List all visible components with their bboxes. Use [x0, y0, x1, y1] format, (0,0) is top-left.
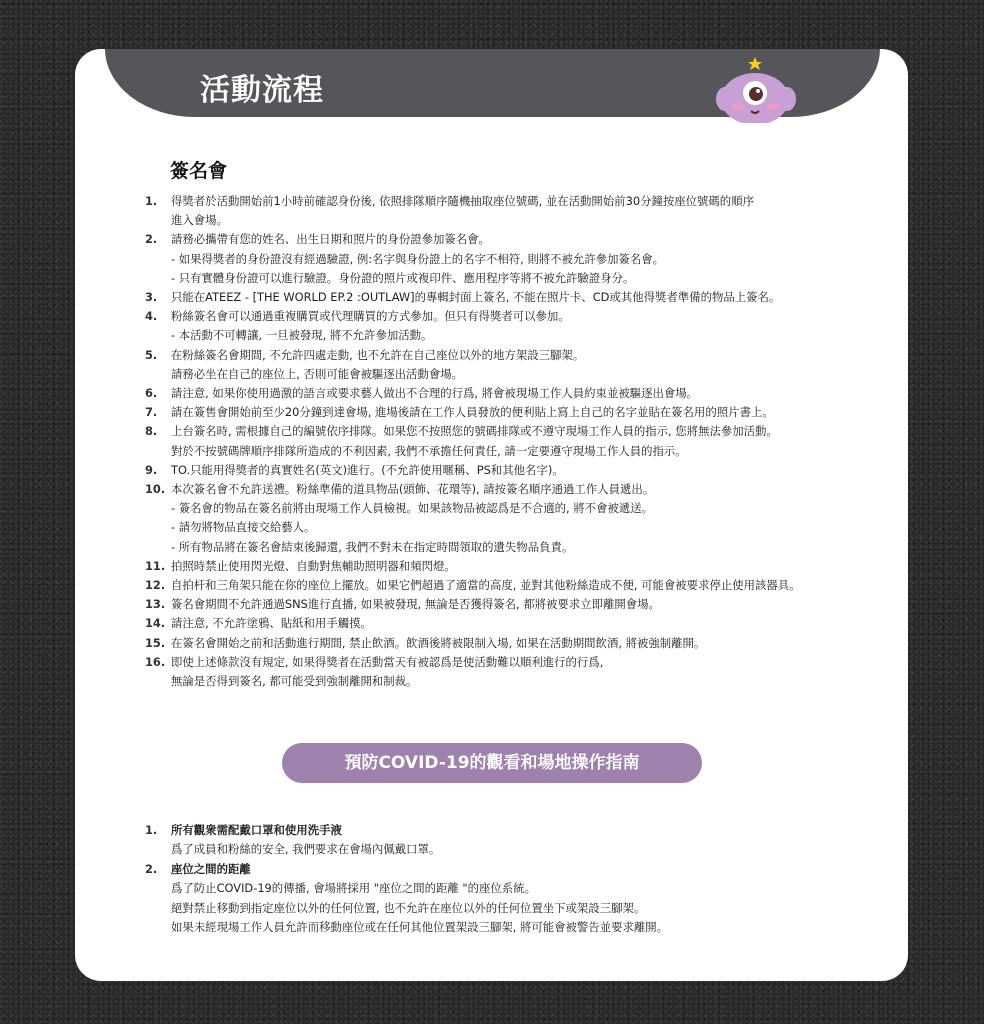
- rule-number: 9.: [145, 462, 158, 477]
- covid-item-number: 1.: [145, 823, 158, 837]
- rule-item: [125, 288, 905, 307]
- covid-item-heading: 所有觀衆需配戴口罩和使用洗手液: [171, 823, 342, 837]
- rule-text: 無論是否得到簽名, 都可能受到強制離開和制裁。: [171, 674, 418, 689]
- covid-item-heading: 座位之間的距離: [171, 861, 251, 876]
- rule-number: 3.: [145, 290, 158, 305]
- rule-item: [125, 480, 905, 557]
- rule-text: 自拍杆和三角架只能在你的座位上擺放。如果它們超過了適當的高度, 並對其他粉絲造成不便, 可能會被要求停止使用該器具。: [171, 578, 801, 593]
- rule-text: 請注意, 不允許塗鴉、貼紙和用手觸摸。: [171, 616, 372, 631]
- rule-text: 上台簽名時, 需根據自己的編號依序排隊。如果您不按照您的號碼排隊或不遵守現場工作人員的指示, 您將無法參加活動。: [171, 424, 778, 439]
- rules-list: [125, 192, 905, 691]
- covid-item-text: 爲了防止COVID-19的傳播, 會場將採用 "座位之間的距離 "的座位系統。: [171, 881, 536, 896]
- rule-item: [125, 422, 905, 460]
- rule-item: [125, 346, 905, 384]
- content-card: [75, 49, 908, 981]
- rule-text: - 所有物品將在簽名會結束後歸還, 我們不對未在指定時間領取的遺失物品負責。: [171, 539, 574, 554]
- rule-item: [125, 576, 905, 595]
- rule-text: 請務必坐在自己的座位上, 否則可能會被驅逐出活動會場。: [171, 366, 464, 381]
- rule-number: 15.: [145, 635, 166, 650]
- rule-item: [125, 461, 905, 480]
- rule-text: 即使上述條款沒有規定, 如果得獎者在活動當天有被認爲是使活動難以順利進行的行爲,: [171, 654, 604, 669]
- rule-item: [125, 403, 905, 422]
- rule-number: 7.: [145, 405, 158, 420]
- rule-number: 2.: [145, 232, 158, 247]
- rule-item: [125, 557, 905, 576]
- rule-number: 6.: [145, 386, 158, 401]
- rule-text: - 本活動不可轉讓, 一旦被發現, 將不允許參加活動。: [171, 328, 433, 343]
- rule-text: 請注意, 如果你使用過激的語言或要求藝人做出不合理的行爲, 將會被現場工作人員約束並被驅逐出會場。: [171, 386, 699, 401]
- rule-text: - 請勿將物品直接交給藝人。: [171, 520, 316, 535]
- rule-item: [125, 614, 905, 633]
- rule-text: 得獎者於活動開始前1小時前確認身份後, 依照排隊順序隨機抽取座位號碼, 並在活動開始前30分鐘按座位號碼的順序: [171, 194, 754, 208]
- rule-text: 拍照時禁止使用閃光燈、自動對焦輔助照明器和頻閃燈。: [171, 558, 456, 573]
- rule-text: 進入會場。: [171, 213, 228, 228]
- covid-item-text: 爲了成員和粉絲的安全, 我們要求在會場內佩戴口罩。: [171, 842, 441, 857]
- rule-number: 13.: [145, 597, 166, 612]
- rule-text: TO.只能用得獎者的真實姓名(英文)進行。(不允許使用暱稱、PS和其他名字)。: [171, 462, 564, 477]
- rule-number: 11.: [145, 558, 166, 573]
- page-title: 活動流程: [200, 73, 324, 108]
- covid-item: [125, 821, 885, 860]
- rule-item: [125, 653, 905, 691]
- covid-item-number: 2.: [145, 861, 158, 876]
- rule-number: 8.: [145, 424, 158, 439]
- rule-text: 粉絲簽名會可以通過重複購買或代理購買的方式參加。但只有得獎者可以參加。: [171, 309, 570, 324]
- rule-item: [125, 634, 905, 653]
- rule-item: [125, 307, 905, 345]
- rule-text: - 如果得獎者的身份證沒有經過驗證, 例:名字與身份證上的名字不相符, 則將不被允許參加簽名會。: [171, 251, 665, 266]
- rule-number: 12.: [145, 578, 166, 593]
- rule-number: 4.: [145, 309, 158, 324]
- rule-number: 1.: [145, 194, 158, 208]
- rule-text: 對於不按號碼牌順序排隊所造成的不利因素, 我們不承擔任何責任, 請一定要遵守現場工作人員的指示。: [171, 443, 687, 458]
- rule-number: 16.: [145, 654, 166, 669]
- rule-number: 5.: [145, 347, 158, 362]
- rule-text: 本次簽名會不允許送禮。粉絲準備的道具物品(頭飾、花環等), 請按簽名順序通過工作人員遞出。: [171, 482, 655, 497]
- mascot-icon: [711, 55, 801, 123]
- section-title: 簽名會: [170, 160, 228, 182]
- rule-text: - 簽名會的物品在簽名前將由現場工作人員檢視。如果該物品被認爲是不合適的, 將不會被遞送。: [171, 501, 653, 516]
- covid-guide-title: 預防COVID-19的觀看和場地操作指南: [282, 743, 702, 783]
- rule-text: 請務必攜帶有您的姓名、出生日期和照片的身份證參加簽名會。: [171, 232, 490, 247]
- rule-item: [125, 192, 905, 230]
- covid-item: [125, 860, 885, 938]
- rule-item: [125, 595, 905, 614]
- covid-item-text: 絕對禁止移動到指定座位以外的任何位置, 也不允許在座位以外的任何位置坐下或架設三腳架。: [171, 900, 646, 915]
- covid-item-text: 如果未經現場工作人員允許而移動座位或在任何其他位置架設三腳架, 將可能會被警告並要求離開。: [171, 920, 669, 935]
- rule-number: 14.: [145, 616, 166, 631]
- rule-text: 請在簽售會開始前至少20分鐘到達會場, 進場後請在工作人員發放的便利貼上寫上自己的名字並貼在簽名用的照片書上。: [171, 405, 774, 420]
- rule-number: 10.: [145, 482, 166, 497]
- rule-item: [125, 230, 905, 288]
- rule-text: - 只有實體身份證可以進行驗證。身份證的照片或複印件、應用程序等將不被允許驗證身分。: [171, 270, 635, 285]
- rule-item: [125, 384, 905, 403]
- rule-text: 只能在ATEEZ - [THE WORLD EP.2 :OUTLAW]的專輯封面上簽名, 不能在照片卡、CD或其他得獎者準備的物品上簽名。: [171, 290, 781, 305]
- rule-text: 簽名會期間不允許通過SNS進行直播, 如果被發現, 無論是否獲得簽名, 都將被要求立即離開會場。: [171, 597, 660, 612]
- rule-text: 在簽名會開始之前和活動進行期間, 禁止飲酒。飲酒後將被限制入場, 如果在活動期間飲酒, 將被強制離開。: [171, 635, 706, 650]
- covid-guide-list: [125, 821, 885, 937]
- rule-text: 在粉絲簽名會期間, 不允許四處走動, 也不允許在自己座位以外的地方架設三腳架。: [171, 347, 585, 362]
